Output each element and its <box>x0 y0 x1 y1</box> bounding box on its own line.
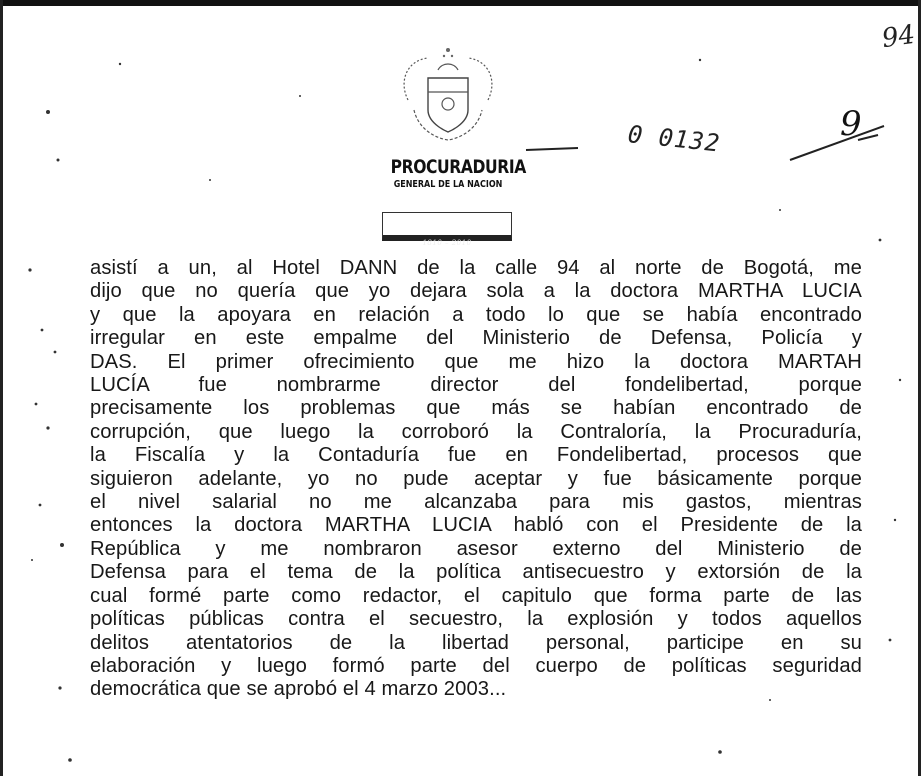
text-line: DAS. El primer ofrecimiento que me hizo la doctora MARTAH <box>90 350 862 373</box>
text-line: delitos atentatorios de la libertad personal, participe en su <box>90 631 862 654</box>
institution-subtitle: GENERAL DE LA NACION <box>393 179 503 190</box>
document-number: 0 0132 <box>626 120 722 158</box>
text-line: siguieron adelante, yo no pude aceptar y fue básicamente porque <box>90 467 862 490</box>
text-line: cual formé parte como redactor, el capitulo que forma parte de las <box>90 584 862 607</box>
text-line: República y me nombraron asesor externo del Ministerio de <box>90 537 862 560</box>
text-line: políticas públicas contra el secuestro, la explosión y todos aquellos <box>90 608 862 631</box>
institution-name: PROCURADURIA <box>390 156 526 178</box>
testimony-body <box>90 257 862 702</box>
text-line: dijo que no quería que yo dejara sola a la doctora MARTHA LUCIA <box>90 280 862 303</box>
text-line: irregular en este empalme del Ministerio de Defensa, Policía y <box>90 327 862 350</box>
text-line: democrática que se aprobó el 4 marzo 2003... <box>90 678 507 701</box>
stamp-text: 1810 – 2010 <box>422 239 472 247</box>
text-line: precisamente los problemas que más se habían encontrado de <box>90 397 862 420</box>
page-number-mark: 94 <box>880 19 918 55</box>
folio-mark: 9 <box>840 104 862 144</box>
text-line: el nivel salarial no me alcanzaba para mis gastos, mientras <box>90 491 862 514</box>
text-line: elaboración y luego formó parte del cuerpo de políticas seguridad <box>90 654 862 677</box>
text-line: y que la apoyara en relación a todo lo que se había encontrado <box>90 303 862 326</box>
text-line: la Fiscalía y la Contaduría fue en Fondelibertad, procesos que <box>90 444 862 467</box>
text-line: corrupción, que luego la corroboró la Contraloría, la Procuraduría, <box>90 420 862 443</box>
text-line: asistí a un, al Hotel DANN de la calle 94 al norte de Bogotá, me <box>90 257 862 279</box>
text-line: Defensa para el tema de la política antisecuestro y extorsión de la <box>90 561 862 584</box>
text-line: LUCÍA fue nombrarme director del fondelibertad, porque <box>90 374 862 397</box>
text-line: entonces la doctora MARTHA LUCIA habló con el Presidente de la <box>90 514 862 537</box>
